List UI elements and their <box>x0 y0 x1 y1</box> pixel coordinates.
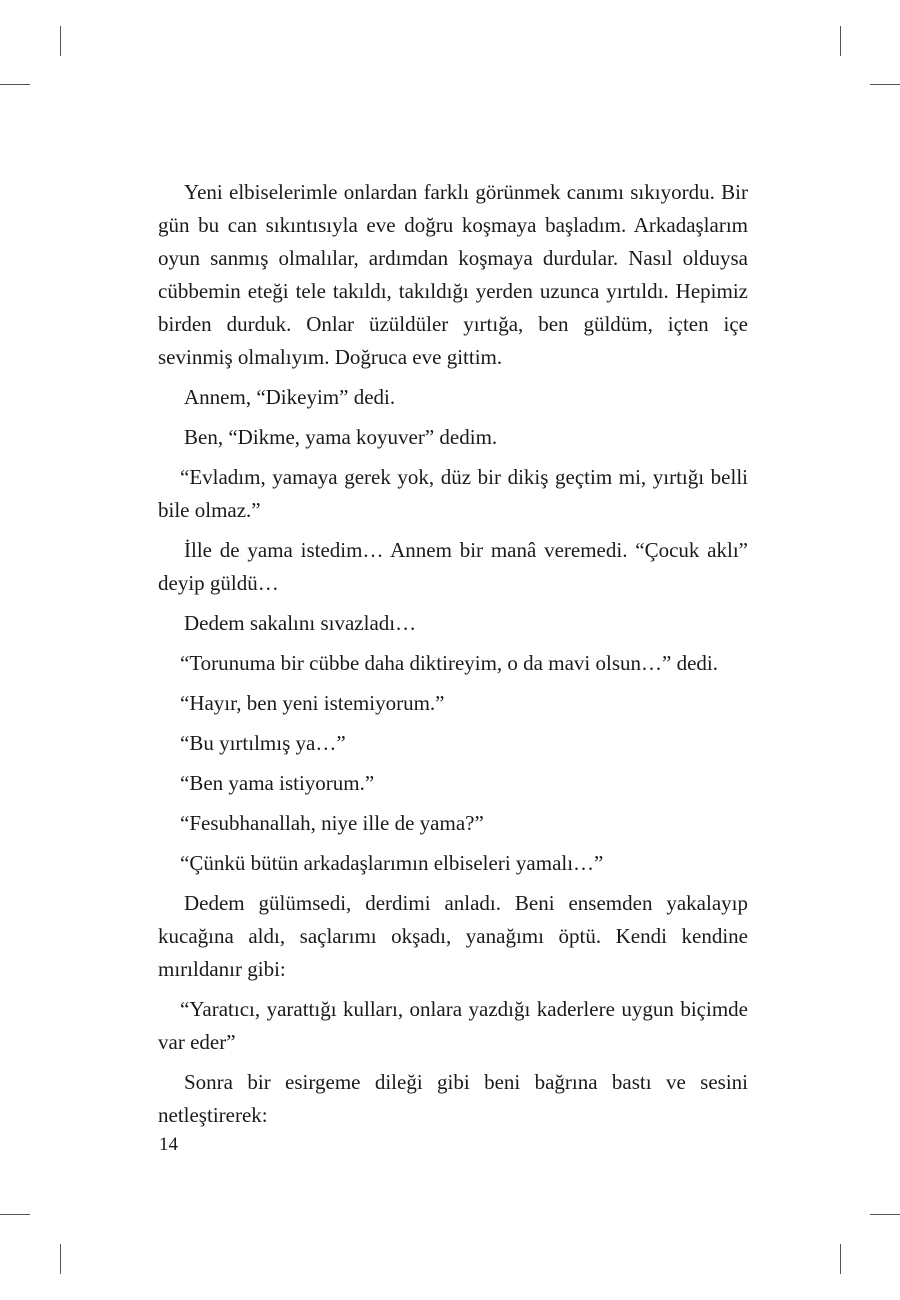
paragraph: “Fesubhanallah, niye ille de yama?” <box>180 811 484 835</box>
crop-mark-top-left-vertical <box>60 26 61 56</box>
crop-mark-bottom-left-horizontal <box>0 1214 30 1215</box>
crop-mark-top-right-horizontal <box>870 84 900 85</box>
paragraph: “Evladım, yamaya gerek yok, düz bir dikiş geçtim mi, yırtığı belli bile olmaz.” <box>158 465 748 522</box>
crop-mark-bottom-right-vertical <box>840 1244 841 1274</box>
paragraph: Sonra bir esirgeme dileği gibi beni bağrına bastı ve sesini netleştirerek: <box>158 1070 748 1127</box>
body-text <box>158 176 748 1139</box>
page-number: 14 <box>159 1134 178 1155</box>
paragraph: “Bu yırtılmış ya…” <box>180 731 346 755</box>
paragraph: İlle de yama istedim… Annem bir manâ veremedi. “Çocuk aklı” deyip güldü… <box>158 538 748 595</box>
paragraph: “Çünkü bütün arkadaşlarımın elbiseleri yamalı…” <box>180 851 604 875</box>
paragraph: “Ben yama istiyorum.” <box>180 771 375 795</box>
crop-mark-top-right-vertical <box>840 26 841 56</box>
paragraph: Dedem sakalını sıvazladı… <box>184 611 417 635</box>
paragraph: Annem, “Dikeyim” dedi. <box>184 385 396 409</box>
paragraph: Dedem gülümsedi, derdimi anladı. Beni ensemden yakalayıp kucağına aldı, saçlarımı okşadı, yanağımı öptü. Kendi kendine mırıldanır gibi: <box>158 891 748 981</box>
crop-mark-bottom-left-vertical <box>60 1244 61 1274</box>
paragraph: “Torunuma bir cübbe daha diktireyim, o da mavi olsun…” dedi. <box>180 651 718 675</box>
paragraph: “Yaratıcı, yarattığı kulları, onlara yazdığı kaderlere uygun biçimde var eder” <box>158 997 748 1054</box>
paragraph: “Hayır, ben yeni istemiyorum.” <box>180 691 445 715</box>
crop-mark-top-left-horizontal <box>0 84 30 85</box>
crop-mark-bottom-right-horizontal <box>870 1214 900 1215</box>
paragraph: Yeni elbiselerimle onlardan farklı görünmek canımı sıkıyordu. Bir gün bu can sıkıntısıyla eve doğru koşmaya başladım. Arkadaşlarım oyun sanmış olmalılar, ardımdan koşmaya durdular. Nasıl olduysa cübbemin eteği tele takıldı, takıldığı yerden uzunca yırtıldı. Hepimiz birden durduk. Onlar üzüldüler yırtığa, ben güldüm, içten içe sevinmiş olmalıyım. Doğruca eve gittim. <box>158 180 748 369</box>
paragraph: Ben, “Dikme, yama koyuver” dedim. <box>184 425 498 449</box>
